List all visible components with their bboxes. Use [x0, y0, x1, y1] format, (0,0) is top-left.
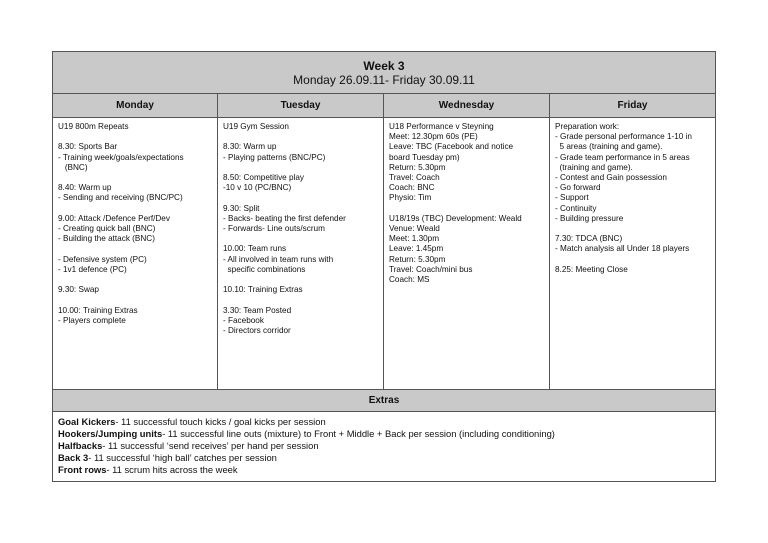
- extras-item-label: Back 3: [58, 452, 89, 463]
- schedule-line: - Defensive system (PC): [58, 254, 147, 264]
- schedule-line: U19 Gym Session: [223, 122, 289, 131]
- day-header-tuesday: Tuesday: [218, 94, 384, 117]
- schedule-line: - Sending and receiving (BNC/PC): [58, 193, 183, 203]
- extras-list: [53, 412, 715, 481]
- schedule-line: Coach: MS: [389, 275, 430, 285]
- extras-item: [58, 416, 709, 428]
- day-column-monday: [53, 118, 218, 389]
- extras-item-label: Front rows: [58, 464, 107, 475]
- line-spacer: [555, 224, 710, 234]
- weekly-schedule-table: [52, 51, 716, 482]
- schedule-line: Meet: 12.30pm 60s (PE): [389, 132, 478, 142]
- line-spacer: [223, 132, 378, 142]
- extras-item-text: - 11 successful touch kicks / goal kicks per session: [115, 416, 326, 427]
- schedule-line: - Facebook: [223, 315, 264, 325]
- schedule-line: Travel: Coach: [389, 173, 440, 183]
- schedule-line: - Players complete: [58, 315, 126, 325]
- extras-item-label: Goal Kickers: [58, 416, 116, 427]
- schedule-line: 9.30: Swap: [58, 285, 99, 295]
- extras-item-text: - 11 scrum hits across the week: [106, 464, 238, 475]
- schedule-line: - Forwards- Line outs/scrum: [223, 223, 325, 233]
- schedule-line: Return: 5.30pm: [389, 254, 446, 264]
- schedule-line: Return: 5.30pm: [389, 162, 446, 172]
- schedule-line: Venue: Weald: [389, 224, 440, 234]
- schedule-line: 3.30: Team Posted: [223, 305, 292, 315]
- schedule-line: 8.30: Warm up: [223, 142, 277, 152]
- schedule-line: Leave: TBC (Facebook and notice: [389, 142, 514, 152]
- extras-item: [58, 428, 709, 440]
- line-spacer: [223, 163, 378, 173]
- day-header-row: [53, 94, 715, 118]
- schedule-line: - All involved in team runs with: [223, 254, 334, 264]
- schedule-line: 8.30: Sports Bar: [58, 142, 118, 152]
- schedule-line: 10.00: Training Extras: [58, 305, 138, 315]
- schedule-line: Travel: Coach/mini bus: [389, 264, 473, 274]
- schedule-line: Meet: 1.30pm: [389, 234, 440, 244]
- schedule-line: Coach: BNC: [389, 183, 435, 193]
- line-spacer: [223, 234, 378, 244]
- schedule-line: - Directors corridor: [223, 325, 291, 335]
- schedule-line: 5 areas (training and game).: [555, 142, 663, 152]
- week-banner: [53, 52, 715, 94]
- schedule-line: Preparation work:: [555, 122, 620, 131]
- line-spacer: [223, 275, 378, 285]
- schedule-line: - Backs- beating the first defender: [223, 213, 346, 223]
- schedule-line: 8.50: Competitive play: [223, 172, 305, 182]
- week-dates: Monday 26.09.11- Friday 30.09.11: [293, 73, 475, 87]
- line-spacer: [58, 275, 212, 285]
- schedule-line: - 1v1 defence (PC): [58, 264, 127, 274]
- line-spacer: [58, 173, 212, 183]
- schedule-line: - Continuity: [555, 203, 597, 213]
- extras-item: [58, 464, 709, 476]
- day-header-monday: Monday: [53, 94, 218, 117]
- schedule-line: 8.25: Meeting Close: [555, 264, 628, 274]
- extras-item: [58, 452, 709, 464]
- schedule-line: - Match analysis all Under 18 players: [555, 244, 690, 254]
- schedule-line: - Grade personal performance 1-10 in: [555, 132, 692, 142]
- schedule-line: - Training week/goals/expectations: [58, 152, 184, 162]
- schedule-line: U19 800m Repeats: [58, 122, 129, 131]
- schedule-line: board Tuesday pm): [389, 152, 460, 162]
- extras-item-text: - 11 successful ‘send receives’ per hand per session: [102, 440, 319, 451]
- extras-item: [58, 440, 709, 452]
- schedule-line: - Building pressure: [555, 213, 624, 223]
- line-spacer: [58, 204, 212, 214]
- schedule-line: specific combinations: [223, 264, 306, 274]
- line-spacer: [555, 255, 710, 265]
- schedule-line: - Contest and Gain possession: [555, 173, 667, 183]
- schedule-line: - Playing patterns (BNC/PC): [223, 152, 326, 162]
- extras-item-label: Hookers/Jumping units: [58, 428, 163, 439]
- schedule-line: (BNC): [58, 162, 88, 172]
- schedule-line: 10.10: Training Extras: [223, 285, 303, 295]
- schedule-line: 8.40: Warm up: [58, 183, 112, 193]
- line-spacer: [223, 295, 378, 305]
- day-header-wednesday: Wednesday: [384, 94, 550, 117]
- day-column-wednesday: [384, 118, 550, 389]
- schedule-line: -10 v 10 (PC/BNC): [223, 183, 292, 193]
- schedule-line: - Grade team performance in 5 areas: [555, 152, 690, 162]
- schedule-line: Leave: 1.45pm: [389, 244, 444, 254]
- extras-item-text: - 11 successful line outs (mixture) to Front + Middle + Back per session (including conditioning): [162, 428, 555, 439]
- line-spacer: [58, 244, 212, 254]
- week-title: Week 3: [363, 59, 405, 73]
- schedule-line: - Go forward: [555, 183, 601, 193]
- schedule-line: - Building the attack (BNC): [58, 234, 155, 244]
- line-spacer: [223, 193, 378, 203]
- schedule-line: Physio: Tim: [389, 193, 432, 203]
- day-column-friday: [550, 118, 715, 389]
- schedule-line: (training and game).: [555, 162, 633, 172]
- day-column-tuesday: [218, 118, 384, 389]
- schedule-line: 7.30: TDCA (BNC): [555, 234, 623, 244]
- day-content-row: [53, 118, 715, 390]
- schedule-line: 9.00: Attack /Defence Perf/Dev: [58, 213, 170, 223]
- schedule-line: 10.00: Team runs: [223, 244, 287, 254]
- day-header-friday: Friday: [617, 100, 648, 111]
- schedule-line: - Creating quick ball (BNC): [58, 223, 156, 233]
- schedule-line: 9.30: Split: [223, 203, 260, 213]
- schedule-line: U18 Performance v Steyning: [389, 122, 494, 131]
- schedule-line: U18/19s (TBC) Development: Weald: [389, 213, 522, 223]
- line-spacer: [58, 132, 212, 142]
- extras-item-label: Halfbacks: [58, 440, 103, 451]
- line-spacer: [389, 204, 544, 214]
- line-spacer: [58, 295, 212, 305]
- extras-item-text: - 11 successful ‘high ball’ catches per session: [88, 452, 277, 463]
- extras-header: Extras: [53, 390, 715, 412]
- schedule-line: - Support: [555, 193, 589, 203]
